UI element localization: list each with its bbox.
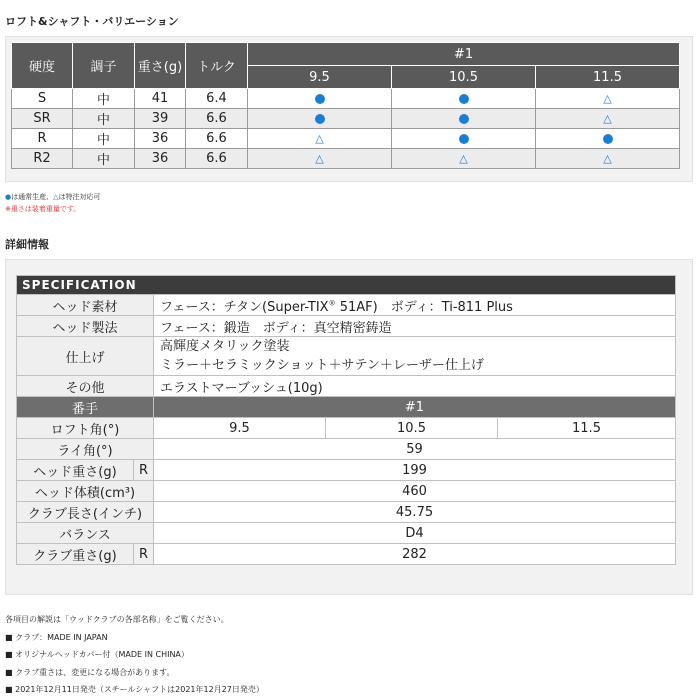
loft-label: ロフト角(°) [17,418,154,439]
col-header-loft-9-5: 9.5 [248,66,392,89]
weight-cell: 39 [135,109,186,129]
spec-header: SPECIFICATION [17,276,676,295]
head-weight-flex: R [134,460,154,481]
table-row [12,129,680,149]
legend-circle-text: は通常生産、 [11,193,54,201]
weight-cell: 41 [135,89,186,109]
table-row [17,316,676,337]
loft-value: 11.5 [498,418,676,439]
availability-cell [536,129,680,149]
torque-cell: 6.6 [186,109,248,129]
finish-label: 仕上げ [17,337,154,376]
weight-cell: 36 [135,149,186,169]
legend-triangle-icon: △ [53,193,59,201]
weight-cell: 36 [135,129,186,149]
availability-cell [536,109,680,129]
footnotes [5,611,264,699]
circle-icon [315,114,325,124]
balance-label: バランス [17,523,154,544]
kick-cell: 中 [73,109,135,129]
circle-icon [315,94,325,104]
torque-cell: 6.4 [186,89,248,109]
torque-cell: 6.6 [186,129,248,149]
spec-table [16,275,676,565]
club-weight-value: 282 [154,544,676,565]
volume-value: 460 [154,481,676,502]
col-header-weight: 重さ(g) [135,43,186,89]
hardness-cell: R [12,129,73,149]
torque-cell: 6.6 [186,149,248,169]
table-row [17,376,676,397]
volume-label: ヘッド体積(cm³) [17,481,154,502]
availability-cell [392,89,536,109]
other-value: エラストマーブッシュ(10g) [154,376,676,397]
other-label: その他 [17,376,154,397]
table-row [17,544,676,565]
circle-icon [459,94,469,104]
club-weight-flex: R [134,544,154,565]
footnote-item: ■ オリジナルヘッドカバー付（MADE IN CHINA） [5,650,189,659]
finish-value: 高輝度メタリック塗装 ミラー＋セラミックショット＋サテン＋レーザー仕上げ [154,337,676,376]
availability-cell [248,129,392,149]
availability-cell [536,89,680,109]
hardness-cell: SR [12,109,73,129]
table-row [12,109,680,129]
length-value: 45.75 [154,502,676,523]
triangle-icon: △ [603,112,612,125]
availability-cell [392,149,536,169]
col-header-hardness: 硬度 [12,43,73,89]
availability-cell [248,89,392,109]
col-header-loft-11-5: 11.5 [536,66,680,89]
hardness-cell: R2 [12,149,73,169]
section-title-details: 詳細情報 [5,238,49,251]
col-header-torque: トルク [186,43,248,89]
head-method-value: フェース：鍛造 ボディ：真空精密鋳造 [154,316,676,337]
availability-cell [536,149,680,169]
loft-shaft-table [11,42,680,169]
head-weight-value: 199 [154,460,676,481]
footnote-item: 各項目の解説は「ウッドクラブの各部名称」をご覧ください。 [5,615,229,624]
lie-value: 59 [154,439,676,460]
col-header-kick: 調子 [73,43,135,89]
legend-line [5,191,101,203]
legend-triangle-text: は特注対応可 [58,193,101,201]
kick-cell: 中 [73,89,135,109]
availability-notes [5,191,101,215]
triangle-icon: △ [315,152,324,165]
triangle-icon: △ [315,132,324,145]
circle-icon [603,134,613,144]
table-row [17,397,676,418]
section-title-loft-shaft: ロフト&シャフト・バリエーション [5,15,179,28]
loft-value: 9.5 [154,418,326,439]
footnote-item: ■ クラブ：MADE IN JAPAN [5,632,108,642]
table-row [17,481,676,502]
loft-value: 10.5 [326,418,498,439]
triangle-icon: △ [459,152,468,165]
head-material-value: フェース：チタン(Super-TIX® 51AF) ボディ：Ti-811 Plus [154,295,676,316]
head-material-label: ヘッド素材 [17,295,154,316]
table-row [17,295,676,316]
table-row [17,502,676,523]
availability-cell [392,129,536,149]
balance-value: D4 [154,523,676,544]
weight-note: ※重さは装着重量です。 [5,205,81,213]
footnote-item: ■ 2021年12月11日発売（スチールシャフトは2021年12月27日発売） [5,685,264,694]
availability-cell [248,109,392,129]
table-row [12,149,680,169]
hardness-cell: S [12,89,73,109]
number-value: #1 [154,397,676,418]
availability-cell [392,109,536,129]
number-label: 番手 [17,397,154,418]
col-header-loft-10-5: 10.5 [392,66,536,89]
club-weight-label: クラブ重さ(g) [17,544,134,565]
table-row [17,337,676,376]
lie-label: ライ角(°) [17,439,154,460]
table-row [17,460,676,481]
table-row [17,439,676,460]
table-row [17,523,676,544]
availability-cell [248,149,392,169]
kick-cell: 中 [73,149,135,169]
circle-icon [459,134,469,144]
legend-circle-icon: ● [5,193,12,201]
table-row [17,418,676,439]
length-label: クラブ長さ(インチ) [17,502,154,523]
head-method-label: ヘッド製法 [17,316,154,337]
table-row [12,89,680,109]
kick-cell: 中 [73,129,135,149]
footnote-item: ■ クラブ重さは、変更になる場合があります。 [5,667,175,677]
circle-icon [459,114,469,124]
triangle-icon: △ [603,152,612,165]
head-weight-label: ヘッド重さ(g) [17,460,134,481]
col-header-number-1: #1 [248,43,680,66]
triangle-icon: △ [603,92,612,105]
